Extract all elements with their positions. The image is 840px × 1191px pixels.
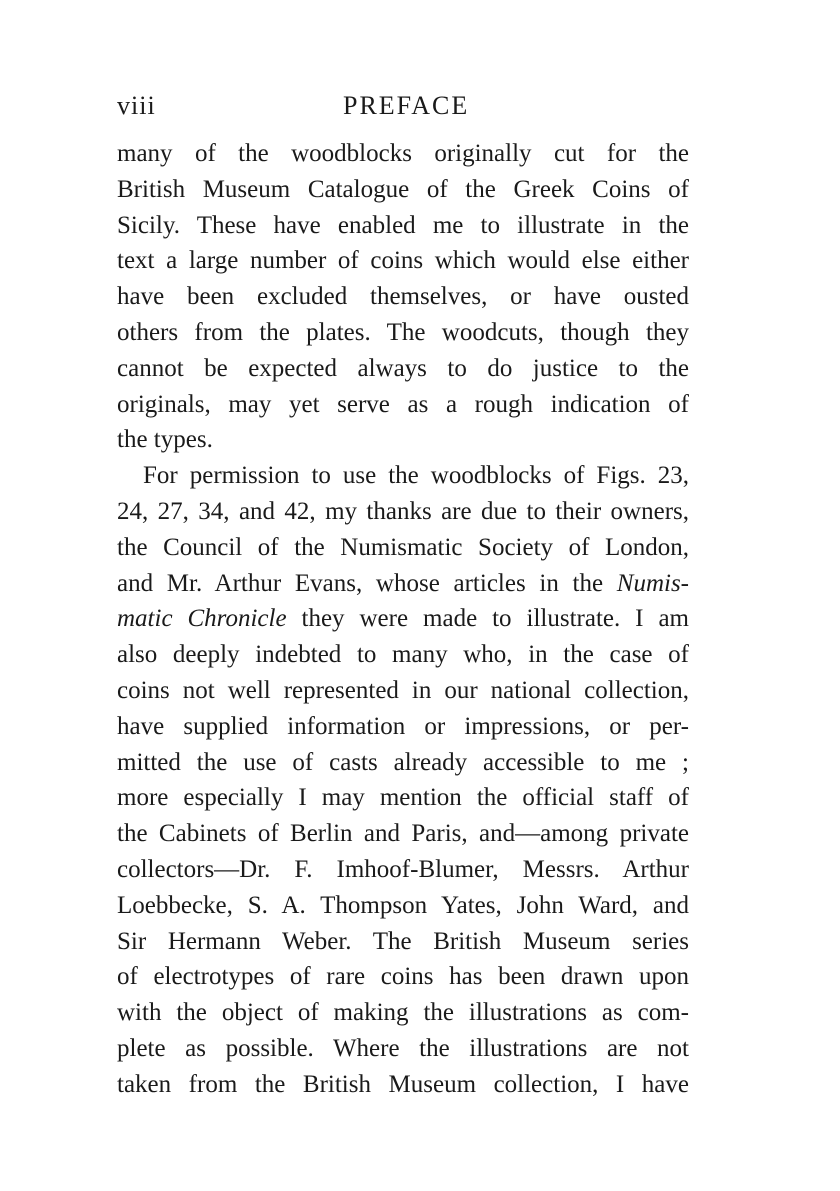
- text-line: collectors—Dr. F. Imhoof-Blumer, Messrs. Arthur: [117, 855, 689, 883]
- text-line: For permission to use the woodblocks of Figs. 23,: [143, 462, 689, 490]
- running-title: PREFACE: [343, 91, 470, 120]
- page-number: viii: [117, 91, 156, 120]
- italic-title: Numis-: [616, 569, 689, 597]
- text-line: British Museum Catalogue of the Greek Coins of: [117, 175, 689, 203]
- page-header: [117, 88, 689, 128]
- text-line: the Cabinets of Berlin and Paris, and—among private: [117, 820, 689, 848]
- text-line: plete as possible. Where the illustrations are not: [117, 1034, 689, 1062]
- text-line: the types.: [117, 426, 213, 454]
- text-line: [117, 601, 689, 637]
- text-line: Sicily. These have enabled me to illustrate in the: [117, 211, 689, 239]
- body-text: [117, 136, 689, 1103]
- text-line: originals, may yet serve as a rough indication of: [117, 390, 689, 418]
- text-line: have supplied information or impressions, or per-: [117, 712, 689, 740]
- text-line: also deeply indebted to many who, in the case of: [117, 641, 689, 669]
- text-line: Loebbecke, S. A. Thompson Yates, John Ward, and: [117, 891, 689, 919]
- text-line: many of the woodblocks originally cut for the: [117, 140, 689, 167]
- text-line: have been excluded themselves, or have ousted: [117, 283, 689, 311]
- text-line: of electrotypes of rare coins has been drawn upon: [117, 963, 689, 991]
- text-segment: they were made to illustrate. I am: [301, 605, 689, 633]
- text-line: the Council of the Numismatic Society of London,: [117, 533, 689, 561]
- text-line: with the object of making the illustrations as com-: [117, 999, 689, 1027]
- text-line: text a large number of coins which would else either: [117, 247, 689, 275]
- italic-title: matic Chronicle: [117, 605, 287, 633]
- text-line: coins not well represented in our national collection,: [117, 676, 689, 704]
- text-line: Sir Hermann Weber. The British Museum series: [117, 927, 689, 955]
- text-line: 24, 27, 34, and 42, my thanks are due to their owners,: [117, 497, 689, 525]
- text-segment: and Mr. Arthur Evans, whose articles in the: [117, 569, 604, 597]
- text-line: others from the plates. The woodcuts, though they: [117, 318, 689, 346]
- text-line: cannot be expected always to do justice to the: [117, 354, 689, 382]
- text-line: mitted the use of casts already accessible to me ;: [117, 748, 689, 776]
- text-line: [117, 566, 689, 602]
- text-line: taken from the British Museum collection, I have: [117, 1070, 689, 1098]
- text-line: more especially I may mention the official staff of: [117, 784, 689, 812]
